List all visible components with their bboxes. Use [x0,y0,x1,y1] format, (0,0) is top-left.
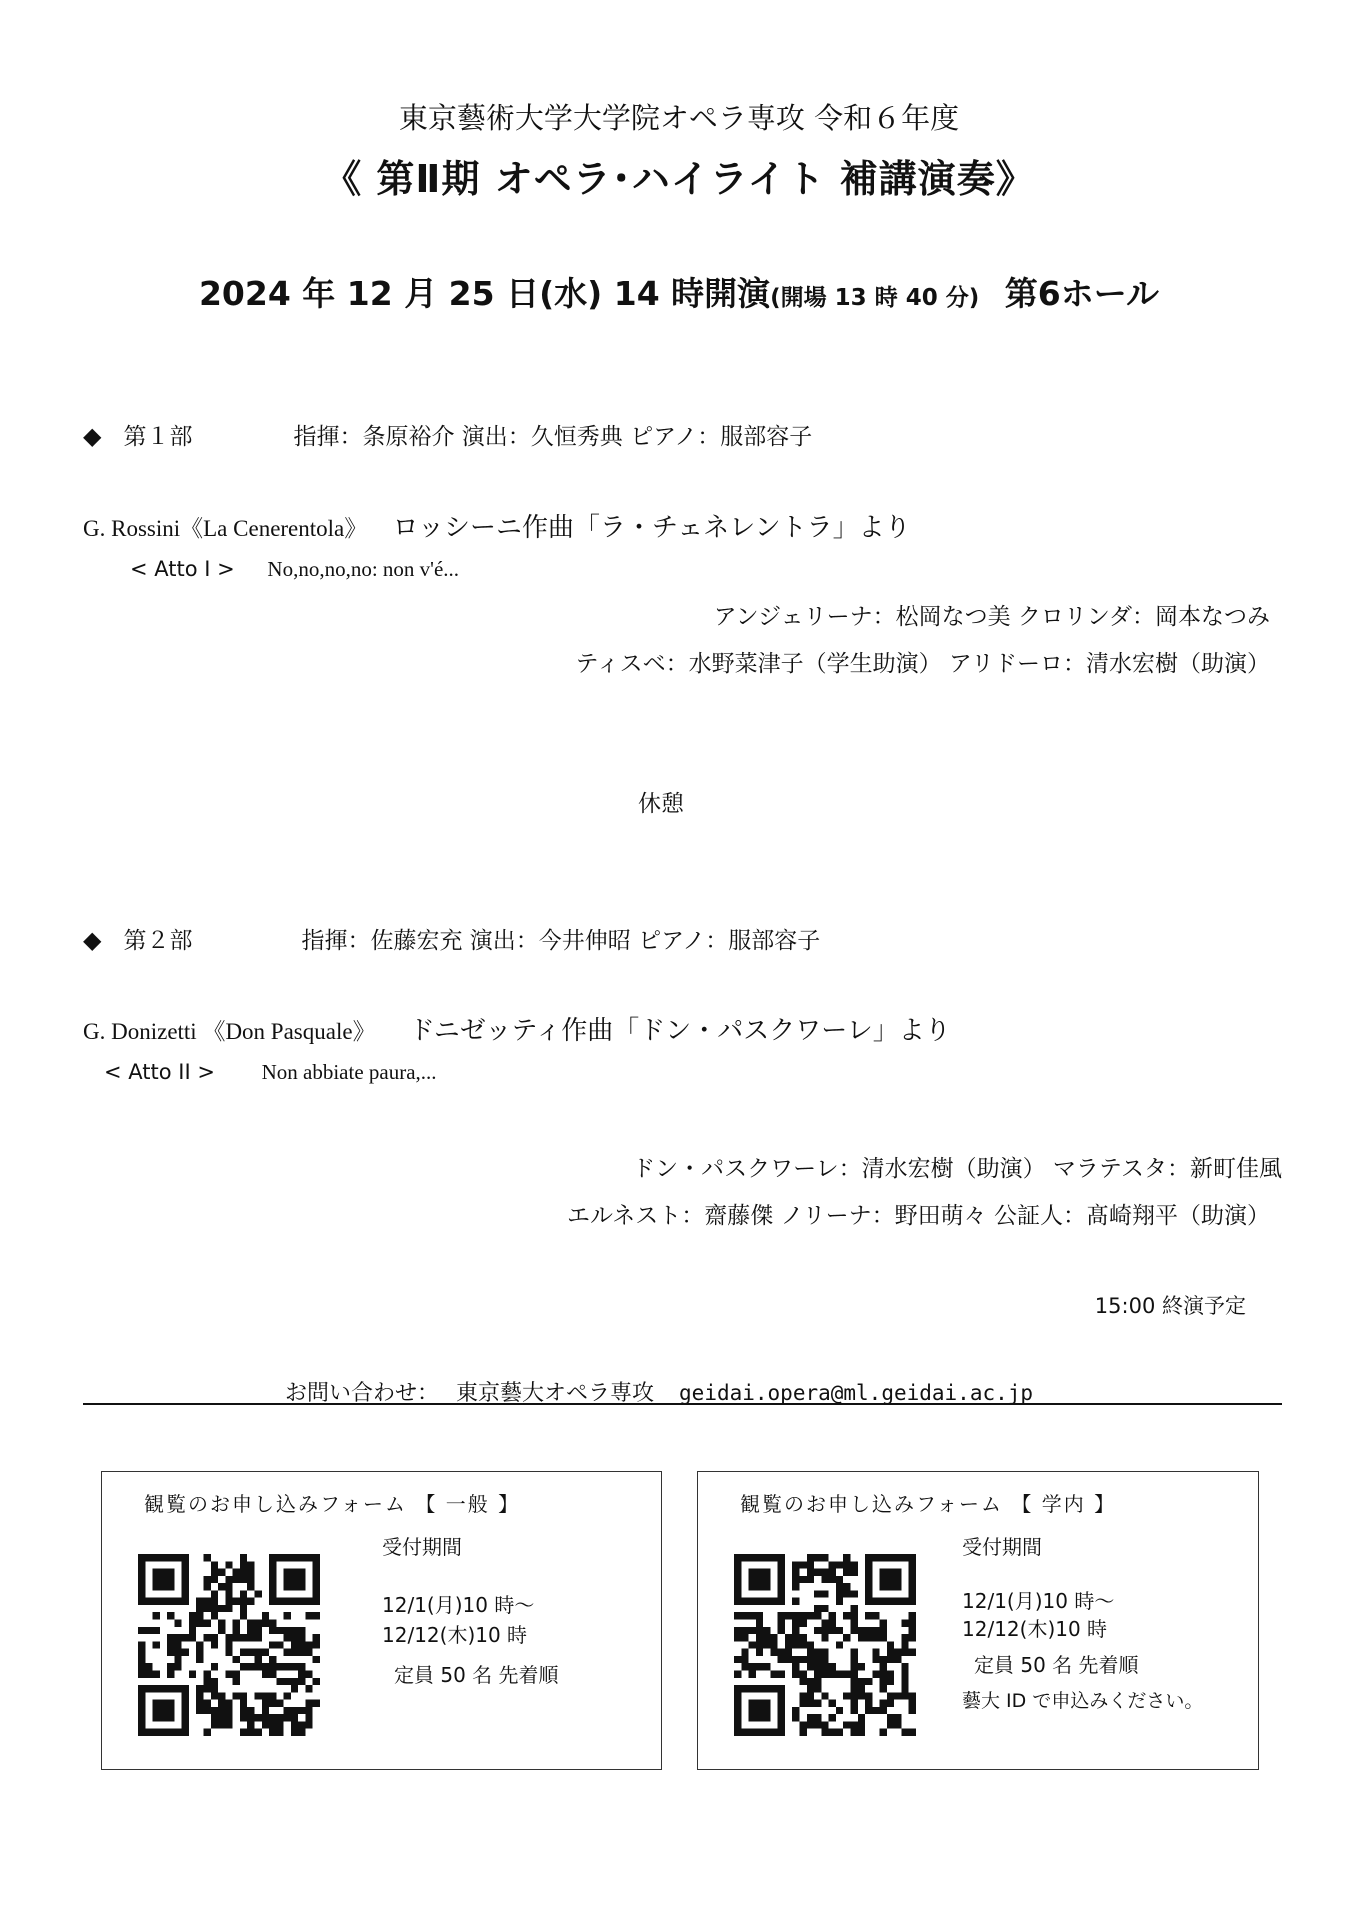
contact-email[interactable]: geidai.opera@ml.geidai.ac.jp [679,1381,1034,1405]
event-date-line [0,268,1358,315]
part1-act-number: < Atto I > [130,557,235,581]
part2-heading [83,922,820,955]
part1-cast-line-2: ティスベ：水野菜津子（学生助演） アリドーロ：清水宏樹（助演） [575,651,1270,677]
part1-staff: 指揮：条原裕介 演出：久恒秀典 ピアノ：服部容子 [293,424,813,450]
application-form-internal [697,1471,1259,1770]
event-date: 2024 年 12 月 25 日(水) 14 時開演 [198,274,771,313]
diamond-bullet-icon: ◆ [83,422,102,450]
part1-scene: No,no,no,no: non v'é... [267,557,460,581]
qr-code-internal[interactable] [734,1554,916,1736]
end-time: 15:00 終演予定 [1094,1294,1246,1318]
part1-heading [83,418,812,451]
form-general-title: 観覧のお申し込みフォーム 【 一般 】 [144,1492,521,1516]
form-internal-start: 12/1(月)10 時～ [962,1589,1115,1613]
part2-staff: 指揮：佐藤宏充 演出：今井伸昭 ピアノ：服部容子 [301,928,821,954]
form-general-capacity: 定員 50 名 先着順 [394,1663,559,1687]
part2-cast-line-1: ドン・パスクワーレ：清水宏樹（助演） マラテスタ：新町佳風 [632,1156,1282,1182]
part1-cast-line-1: アンジェリーナ：松岡なつ美 クロリンダ：岡本なつみ [713,604,1270,630]
diamond-bullet-icon: ◆ [83,926,102,954]
part1-title: 第１部 [123,424,193,450]
form-general-period-label: 受付期間 [382,1535,462,1559]
form-internal-capacity: 定員 50 名 先着順 [974,1653,1139,1677]
contact-org: 東京藝大オペラ専攻 [456,1381,655,1406]
part2-work [83,1010,951,1047]
contact-label: お問い合わせ： [285,1381,440,1406]
venue: 第6ホール [1004,274,1160,313]
part2-work-jp: ドニゼッティ作曲「ドン・パスクワーレ」より [408,1016,951,1046]
form-internal-end: 12/12(木)10 時 [962,1617,1108,1641]
door-open-time: (開場 13 時 40 分) [770,285,980,311]
part1-work-en: G. Rossini《La Cenerentola》 [83,516,368,541]
part2-title: 第２部 [123,928,193,954]
form-general-end: 12/12(木)10 時 [382,1623,528,1647]
part2-act [104,1060,437,1085]
part2-scene: Non abbiate paura,... [261,1060,437,1084]
organization-heading: 東京藝術大学大学院オペラ専攻 令和６年度 [398,101,960,135]
part1-work-jp: ロッシーニ作曲「ラ・チェネレントラ」より [392,513,911,543]
qr-code-general[interactable] [138,1554,320,1736]
application-form-general [101,1471,662,1770]
intermission-label: 休憩 [638,791,684,817]
form-internal-period-label: 受付期間 [962,1535,1042,1559]
form-internal-note: 藝大 ID で申込みください。 [962,1690,1204,1712]
form-internal-title: 観覧のお申し込みフォーム 【 学内 】 [740,1492,1117,1516]
part2-act-number: < Atto II > [104,1060,215,1084]
event-title: 《 第Ⅱ期 オペラ･ハイライト 補講演奏》 [323,157,1035,201]
contact-divider [83,1403,1282,1405]
form-general-start: 12/1(月)10 時～ [382,1593,535,1617]
part2-work-en: G. Donizetti 《Don Pasquale》 [83,1019,376,1044]
part2-cast-line-2: エルネスト：齋藤傑 ノリーナ：野田萌々 公証人：髙崎翔平（助演） [566,1203,1270,1229]
part1-work [83,507,911,544]
part1-act [130,557,459,582]
